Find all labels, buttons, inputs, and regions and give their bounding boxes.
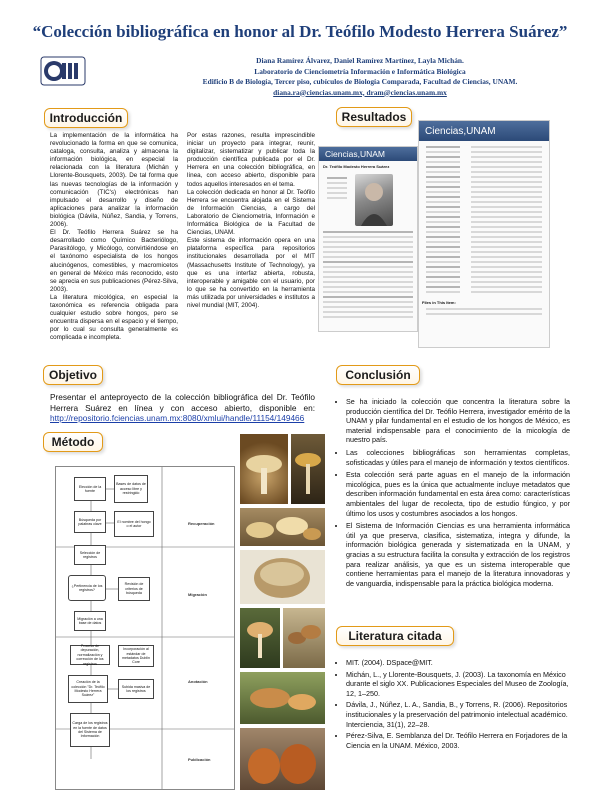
flow-decision: ¿Pertinencia de los registros?: [68, 575, 106, 601]
flow-step: Subida masiva de los registros: [118, 679, 154, 699]
mushroom-photo: [291, 434, 325, 504]
section-literatura: Literatura citada: [336, 626, 454, 646]
authors-block: [150, 56, 570, 98]
address: Edificio B de Biología, Tercer piso, cubículos de Biología Comparada, Facultad de Ciencias, UNAM.: [202, 77, 518, 86]
intro-paragraph: La literatura micológica, en especial la taxonómica es referencia obligada para cualquier estudio sobre hongos, pero se encuentra dispersa en el espacio y el tiempo, por lo cual su consulta generalmente es complicada e incompleta.: [50, 293, 178, 342]
reference-item: • Michán, L., y Llorente-Bousquets, J. (2003). La taxonomía en México durante el siglo XX. Publicaciones Especiales del Museo de Zoología, 12, 1–250.: [346, 670, 570, 699]
poster-title: “Colección bibliográfica en honor al Dr. Teófilo Modesto Herrera Suárez”: [32, 22, 568, 41]
reference-item: • MIT. (2004). DSpace@MIT.: [346, 658, 570, 668]
bowl-photo: [240, 550, 325, 604]
flow-step: Búsqueda por palabras clave: [74, 511, 106, 533]
intro-paragraph: La colección dedicada en honor al Dr. Teófilo Herrera se encuentra alojada en el Sistema de Información Ciencias, a cargo del Laboratorio de Cienciometría, Información e Informática Biológica de la Facultad de Ciencias, UNAM.: [187, 188, 315, 237]
flow-step: Carga de los registros en la fuente de datos del Sistema de Información: [70, 713, 110, 747]
mushroom-photo: [283, 608, 325, 668]
flow-step: Proceso de depuración, normalización y corrección de los registros: [70, 645, 110, 665]
flow-step: El nombre del hongo o el autor: [114, 511, 154, 537]
objetivo-block: [50, 392, 315, 424]
lane-label: Migración: [188, 592, 207, 597]
intro-paragraph: Por estas razones, resulta imprescindible iniciar un proyecto para integrar, reunir, digitalizar, sistematizar y publicar toda la producción científica publicada por el Dr. Herrera en una colección bibliográfica, en línea, con acceso abierto, disponible para todos aquellos interesados en el tema.: [187, 132, 315, 188]
section-conclusion: Conclusión: [336, 365, 420, 385]
conclusion-item: • Las colecciones bibliográficas son herramientas completas, sofisticadas y útiles para el manejo de información y textos científicos.: [346, 448, 570, 467]
objetivo-text: Presentar el anteproyecto de la colección bibliográfica del Dr. Teófilo Herrera Suárez en línea y con acceso abierto, disponible en:: [50, 392, 315, 413]
screenshot-caption: Dr. Teófilo Modesto Herrera Suárez: [323, 164, 390, 169]
lab-logo: [40, 55, 86, 87]
mushroom-photo: [240, 608, 280, 668]
screenshot-header: Ciencias,UNAM: [319, 147, 417, 161]
conclusion-list: [330, 397, 570, 591]
intro-paragraph: Este sistema de información opera en una plataforma específica para repositorios institucionales desarrollada por el MIT (Massachusetts Institute of Technology), ya que es una interfaz abierta, robusta, interoperable y amigable con el usuario, por lo que se ha convertido en la herramienta más utilizada por universidades e institutos a nivel mundial (MIT, 2004).: [187, 237, 315, 309]
lane-label: Publicación: [188, 757, 211, 762]
mushroom-photo: [240, 672, 325, 724]
repository-link[interactable]: http://repositorio.fciencias.unam.mx:8080/xmlui/handle/11154/149466: [50, 413, 305, 424]
repository-screenshot-2: [418, 120, 550, 348]
mushroom-photo: [240, 508, 325, 546]
files-label: Files in This Item:: [422, 300, 456, 305]
flow-step: Creación de la colección "Dr. Teófilo Modesto Herrera Suárez": [68, 675, 108, 703]
pottery-photo: [240, 728, 325, 790]
literature-list: [330, 658, 570, 752]
flow-step: Migración a una base de datos: [74, 611, 106, 631]
flow-step: Selección de registros: [74, 545, 106, 565]
method-flowchart: [55, 466, 235, 790]
reference-item: • Dávila, J., Núñez, L. A., Sandia, B., y Torrens, R. (2006). Repositorios institucionales y la preservación del patrimonio intelectual académico. Interciencia, 31(1), 22–28.: [346, 700, 570, 729]
section-introduccion: Introducción: [44, 108, 128, 128]
screenshot-header: Ciencias,UNAM: [419, 121, 549, 141]
section-resultados: Resultados: [336, 107, 412, 127]
intro-column-1: [50, 132, 178, 342]
flow-step: Revisión de criterios de búsqueda: [118, 577, 150, 601]
section-metodo: Método: [43, 432, 103, 452]
lab-name: Laboratorio de Cienciometría Información e Informática Biológica: [254, 66, 466, 76]
conclusion-item: • Esta colección será parte aguas en el manejo de la información micológica, pues es la única que actualmente incluye metadatos que describen información fundamental en esta área como: características ambientales del lugar de recolecta, tipo de estudio fúngico, y por último los usos y costumbres asociados a los hongos.: [346, 470, 570, 518]
intro-paragraph: El Dr. Teófilo Herrera Suárez se ha desarrollado como Químico Bacteriólogo, Parasitólogo, y Micólogo, convirtiéndose en el taxónomo especialista de los hongos alucinógenos, comestibles, y macromicetos en general de México más reconocido, esto se aprecia en sus publicaciones (Pérez-Silva, 2003).: [50, 229, 178, 293]
intro-column-2: [187, 132, 315, 310]
conclusion-item: • Se ha iniciado la colección que concentra la literatura sobre la producción científica del Dr. Teófilo Herrera, investigador emérito de la UNAM y pilar fundamental en el estudio de los hongos de México, es material indispensable para el conocimiento de la micología de nuestro país.: [346, 397, 570, 445]
flow-step: Incorporación al estándar de metadatos Dublin Core: [118, 645, 154, 667]
flow-step: Elección de la fuente: [74, 477, 106, 501]
mushroom-photo: [240, 434, 288, 504]
emails[interactable]: diana.ra@ciencias.unam.mx, dram@ciencias.unam.mx: [273, 87, 447, 97]
section-objetivo: Objetivo: [43, 365, 103, 385]
reference-item: • Pérez-Silva, E. Semblanza del Dr. Teófilo Herrera en Forjadores de la Ciencia en la UNAM. México, 2003.: [346, 731, 570, 750]
intro-paragraph: La implementación de la informática ha revolucionado la forma en que se comunica, cataloga, consulta, analiza y almacena la información biológica, en especial la relacionada con la literatura (Michán y Llorente-Bousquets, 2003). De tal forma que las nuevas tecnologías de la información y comunicación (TIC's) electrónicas han impulsado el desarrollo y diseño de aplicaciones para analizar la información biológica (Dávila, Núñez, Sandia, y Torrens, 2006).: [50, 132, 178, 229]
flow-step: Bases de datos de acceso libre y restringido: [114, 475, 148, 503]
conclusion-item: • El Sistema de Información Ciencias es una herramienta informática útil ya que preserva, clasifica, sistematiza, integra y difunde, la información biológica generada y sistematizada en la UNAM, y gracias a su estructura facilita la consulta y extracción de los registros para realizar análisis, ya que es un sistema interoperable que contiene herramientas para el manejo de la literatura innovadoras y de vanguardia, indispensable para la práctica biológica moderna.: [346, 521, 570, 588]
lane-label: Anotación: [188, 679, 208, 684]
portrait-photo: [355, 174, 393, 226]
authors: Diana Ramírez Álvarez, Daniel Ramírez Martínez, Layla Michán.: [256, 56, 464, 65]
repository-screenshot-1: [318, 146, 418, 332]
lane-label: Recuperación: [188, 521, 215, 526]
